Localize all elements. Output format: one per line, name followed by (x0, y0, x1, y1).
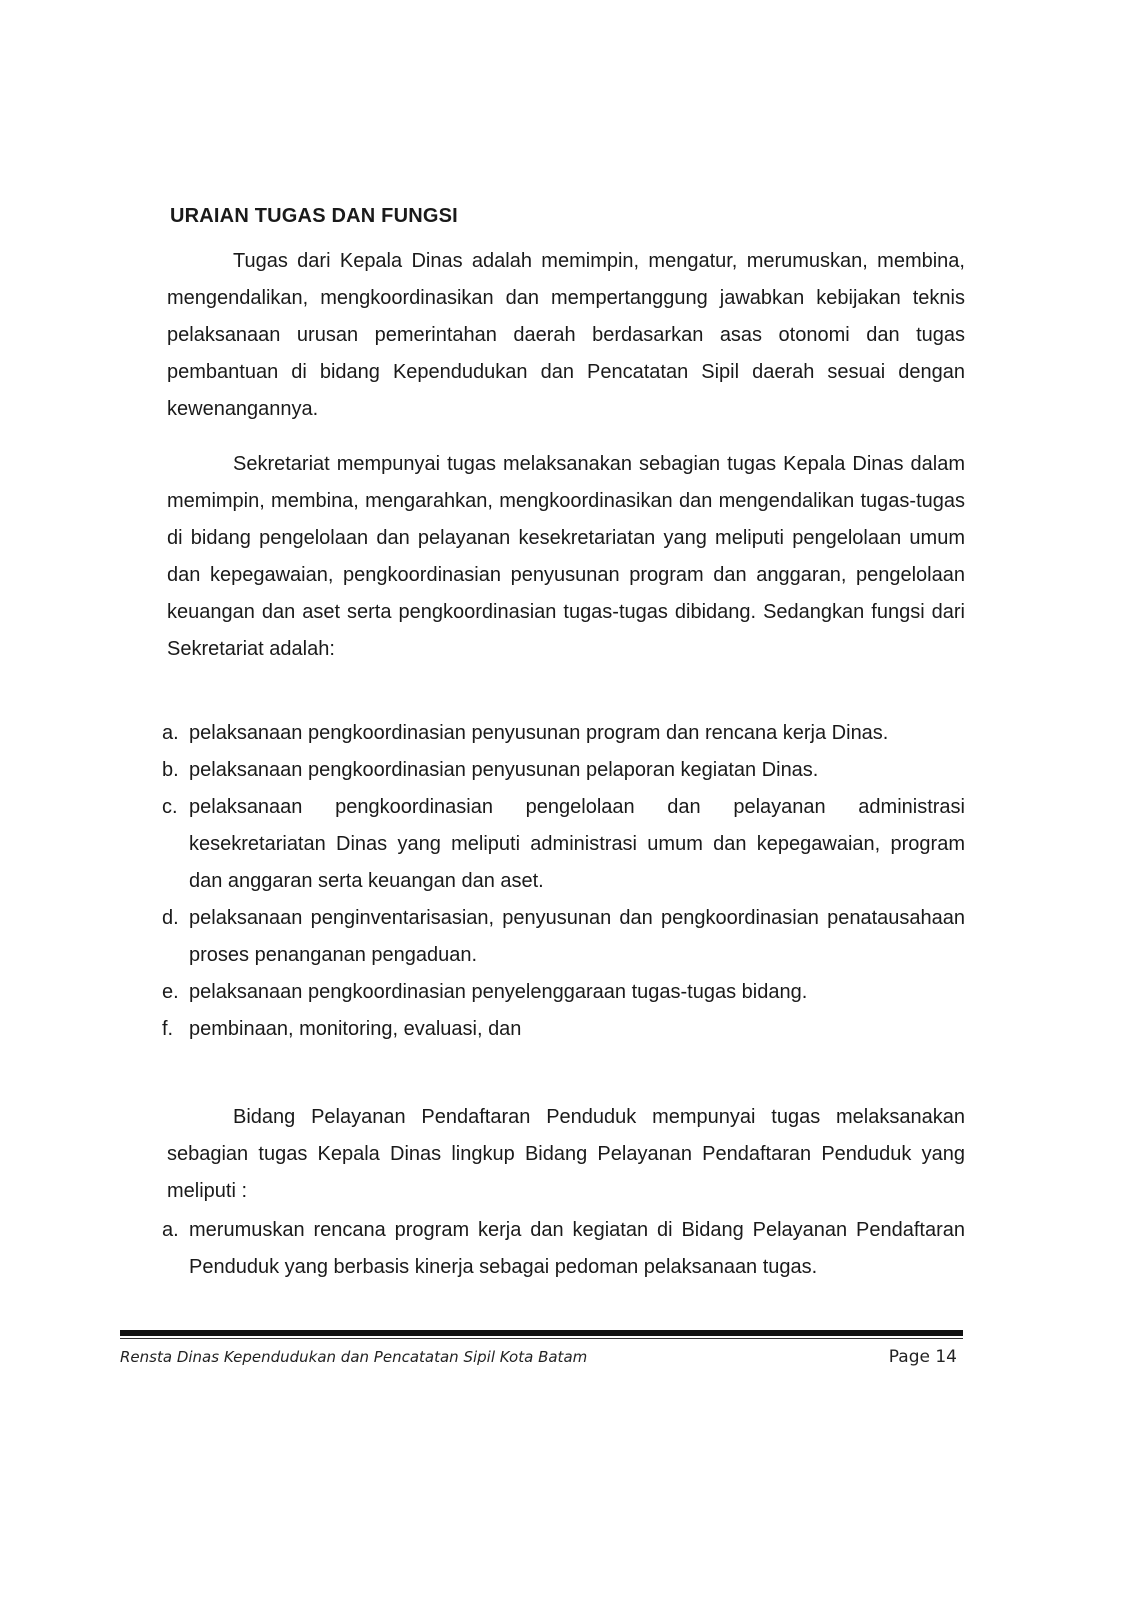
sekretariat-function-list (162, 715, 965, 1048)
list-item-text: merumuskan rencana program kerja dan kegiatan di Bidang Pelayanan Pendaftaran Penduduk yang berbasis kinerja sebagai pedoman pelaksanaan tugas. (189, 1219, 965, 1278)
list-item (162, 974, 965, 1011)
footer-document-title: Rensta Dinas Kependudukan dan Pencatatan Sipil Kota Batam (120, 1348, 588, 1366)
list-marker: e. (162, 981, 179, 1003)
list-marker: a. (162, 1219, 179, 1241)
list-item-text: pelaksanaan pengkoordinasian pengelolaan dan pelayanan administrasi kesekretariatan Dinas yang meliputi administrasi umum dan kepegawaian, program dan anggaran serta keuangan dan aset. (189, 796, 965, 892)
footer-rule (120, 1330, 963, 1336)
list-marker: c. (162, 796, 178, 818)
list-item-text: pelaksanaan pengkoordinasian penyusunan program dan rencana kerja Dinas. (189, 722, 889, 744)
list-item (162, 1212, 965, 1286)
list-item-text: pelaksanaan pengkoordinasian penyelenggaraan tugas-tugas bidang. (189, 981, 808, 1003)
paragraph-bidang-pelayanan: Bidang Pelayanan Pendaftaran Penduduk mempunyai tugas melaksanakan sebagian tugas Kepala Dinas lingkup Bidang Pelayanan Pendaftaran Penduduk yang meliputi : (167, 1106, 965, 1202)
footer-rule-thin (120, 1338, 963, 1339)
list-item-text: pembinaan, monitoring, evaluasi, dan (189, 1018, 522, 1040)
list-marker: b. (162, 759, 179, 781)
list-item (162, 715, 965, 752)
page-number: Page 14 (888, 1347, 957, 1367)
paragraph-sekretariat: Sekretariat mempunyai tugas melaksanakan sebagian tugas Kepala Dinas dalam memimpin, membina, mengarahkan, mengkoordinasikan dan mengendalikan tugas-tugas di bidang pengelolaan dan pelayanan kesekretariatan yang meliputi pengelolaan umum dan kepegawaian, pengkoordinasian penyusunan program dan anggaran, pengelolaan keuangan dan aset serta pengkoordinasian tugas-tugas dibidang. Sedangkan fungsi dari Sekretariat adalah: (167, 453, 965, 660)
list-item-text: pelaksanaan penginventarisasian, penyusunan dan pengkoordinasian penatausahaan proses penanganan pengaduan. (189, 907, 965, 966)
list-item (162, 789, 965, 900)
list-marker: f. (162, 1018, 174, 1040)
list-item-text: pelaksanaan pengkoordinasian penyusunan pelaporan kegiatan Dinas. (189, 759, 819, 781)
paragraph-kepala-dinas: Tugas dari Kepala Dinas adalah memimpin, mengatur, merumuskan, membina, mengendalikan, mengkoordinasikan dan mempertanggung jawabkan kebijakan teknis pelaksanaan urusan pemerintahan daerah berdasarkan asas otonomi dan tugas pembantuan di bidang Kependudukan dan Pencatatan Sipil daerah sesuai dengan kewenangannya. (167, 250, 965, 420)
list-item (162, 900, 965, 974)
list-item (162, 1011, 965, 1048)
list-item (162, 752, 965, 789)
list-marker: d. (162, 907, 179, 929)
list-marker: a. (162, 722, 179, 744)
section-heading: URAIAN TUGAS DAN FUNGSI (170, 205, 458, 227)
bidang-task-list (162, 1212, 965, 1286)
